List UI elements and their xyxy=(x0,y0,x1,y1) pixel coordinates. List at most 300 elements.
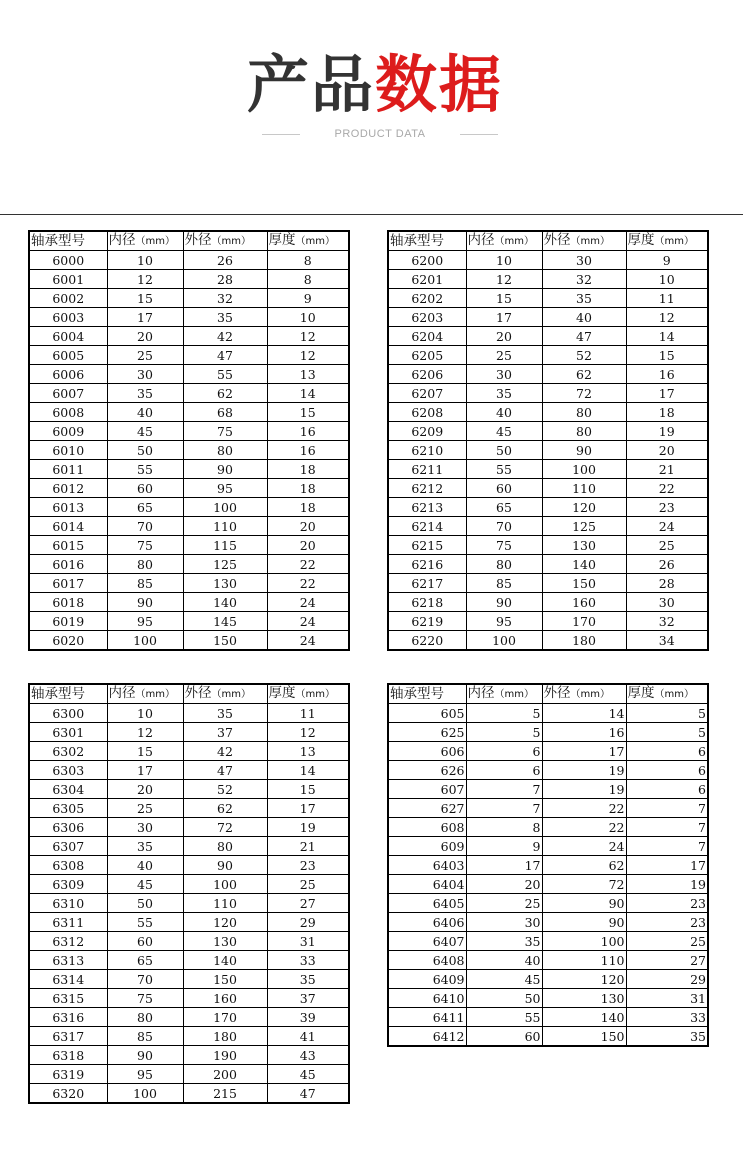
table-row xyxy=(29,1065,349,1084)
outer-diameter-cell: 125 xyxy=(183,555,267,574)
page-title xyxy=(0,48,750,122)
table-row xyxy=(29,894,349,913)
model-cell: 6017 xyxy=(29,574,107,593)
model-cell: 6212 xyxy=(388,479,466,498)
inner-diameter-cell: 45 xyxy=(466,422,542,441)
model-cell: 6313 xyxy=(29,951,107,970)
table-row xyxy=(388,593,708,612)
inner-diameter-cell: 35 xyxy=(466,932,542,951)
inner-diameter-cell: 10 xyxy=(107,251,183,270)
inner-diameter-cell: 50 xyxy=(466,989,542,1008)
thickness-cell: 15 xyxy=(626,346,708,365)
thickness-cell: 12 xyxy=(267,346,349,365)
outer-diameter-cell: 35 xyxy=(183,704,267,723)
column-header-thickness xyxy=(626,684,708,704)
thickness-cell: 7 xyxy=(626,837,708,856)
outer-diameter-cell: 52 xyxy=(183,780,267,799)
model-cell: 627 xyxy=(388,799,466,818)
outer-diameter-cell: 95 xyxy=(183,479,267,498)
outer-diameter-cell: 16 xyxy=(542,723,626,742)
thickness-cell: 20 xyxy=(267,536,349,555)
table-row xyxy=(29,856,349,875)
inner-diameter-cell: 90 xyxy=(107,593,183,612)
model-cell: 6014 xyxy=(29,517,107,536)
inner-diameter-cell: 35 xyxy=(107,384,183,403)
outer-diameter-cell: 32 xyxy=(542,270,626,289)
outer-diameter-cell: 90 xyxy=(542,441,626,460)
outer-diameter-cell: 140 xyxy=(183,593,267,612)
thickness-cell: 24 xyxy=(267,593,349,612)
inner-diameter-cell: 20 xyxy=(466,327,542,346)
column-header-unit: （mm） xyxy=(211,689,251,700)
model-cell: 6216 xyxy=(388,555,466,574)
model-cell: 6407 xyxy=(388,932,466,951)
table-row xyxy=(388,441,708,460)
model-cell: 6215 xyxy=(388,536,466,555)
thickness-cell: 14 xyxy=(626,327,708,346)
column-header-label: 内径 xyxy=(108,685,136,701)
thickness-cell: 31 xyxy=(267,932,349,951)
model-cell: 6317 xyxy=(29,1027,107,1046)
inner-diameter-cell: 6 xyxy=(466,742,542,761)
model-cell: 6300 xyxy=(29,704,107,723)
table-row xyxy=(388,704,708,723)
header-row xyxy=(388,684,708,704)
model-cell: 6408 xyxy=(388,951,466,970)
thickness-cell: 13 xyxy=(267,742,349,761)
table-row xyxy=(29,251,349,270)
table-row xyxy=(29,742,349,761)
model-cell: 626 xyxy=(388,761,466,780)
model-cell: 606 xyxy=(388,742,466,761)
table-row xyxy=(388,365,708,384)
thickness-cell: 10 xyxy=(626,270,708,289)
inner-diameter-cell: 20 xyxy=(107,780,183,799)
model-cell: 6412 xyxy=(388,1027,466,1047)
thickness-cell: 10 xyxy=(267,308,349,327)
inner-diameter-cell: 95 xyxy=(107,1065,183,1084)
header-row xyxy=(29,231,349,251)
table-row xyxy=(388,761,708,780)
model-cell: 6213 xyxy=(388,498,466,517)
inner-diameter-cell: 6 xyxy=(466,761,542,780)
model-cell: 6307 xyxy=(29,837,107,856)
model-cell: 6207 xyxy=(388,384,466,403)
model-cell: 6001 xyxy=(29,270,107,289)
table-row xyxy=(388,251,708,270)
table-row xyxy=(29,555,349,574)
outer-diameter-cell: 140 xyxy=(542,555,626,574)
inner-diameter-cell: 10 xyxy=(466,251,542,270)
outer-diameter-cell: 160 xyxy=(183,989,267,1008)
table-row xyxy=(29,289,349,308)
table-row xyxy=(388,612,708,631)
outer-diameter-cell: 68 xyxy=(183,403,267,422)
column-header-label: 厚度 xyxy=(627,232,655,248)
table-row xyxy=(388,308,708,327)
table-row xyxy=(388,270,708,289)
model-cell: 6016 xyxy=(29,555,107,574)
column-header-label: 轴承型号 xyxy=(31,685,85,702)
thickness-cell: 31 xyxy=(626,989,708,1008)
inner-diameter-cell: 9 xyxy=(466,837,542,856)
thickness-cell: 18 xyxy=(626,403,708,422)
table-row xyxy=(29,799,349,818)
thickness-cell: 21 xyxy=(267,837,349,856)
thickness-cell: 7 xyxy=(626,799,708,818)
model-cell: 6316 xyxy=(29,1008,107,1027)
outer-diameter-cell: 47 xyxy=(183,761,267,780)
inner-diameter-cell: 65 xyxy=(107,498,183,517)
thickness-cell: 17 xyxy=(626,384,708,403)
inner-diameter-cell: 100 xyxy=(107,1084,183,1104)
thickness-cell: 21 xyxy=(626,460,708,479)
model-cell: 6008 xyxy=(29,403,107,422)
thickness-cell: 7 xyxy=(626,818,708,837)
model-cell: 6015 xyxy=(29,536,107,555)
table-row xyxy=(388,631,708,651)
table-row xyxy=(29,308,349,327)
table-row xyxy=(29,1084,349,1104)
column-header-unit: （mm） xyxy=(494,689,534,700)
column-header-label: 厚度 xyxy=(268,685,296,701)
inner-diameter-cell: 17 xyxy=(107,761,183,780)
outer-diameter-cell: 62 xyxy=(542,856,626,875)
subtitle-divider-right xyxy=(460,134,498,135)
inner-diameter-cell: 60 xyxy=(466,1027,542,1047)
outer-diameter-cell: 32 xyxy=(183,289,267,308)
table-row xyxy=(388,894,708,913)
outer-diameter-cell: 170 xyxy=(542,612,626,631)
thickness-cell: 27 xyxy=(267,894,349,913)
inner-diameter-cell: 40 xyxy=(466,403,542,422)
thickness-cell: 33 xyxy=(267,951,349,970)
outer-diameter-cell: 55 xyxy=(183,365,267,384)
outer-diameter-cell: 19 xyxy=(542,761,626,780)
thickness-cell: 22 xyxy=(267,574,349,593)
model-cell: 6219 xyxy=(388,612,466,631)
inner-diameter-cell: 35 xyxy=(466,384,542,403)
table-row xyxy=(29,498,349,517)
table-row xyxy=(29,346,349,365)
thickness-cell: 27 xyxy=(626,951,708,970)
model-cell: 6319 xyxy=(29,1065,107,1084)
outer-diameter-cell: 35 xyxy=(542,289,626,308)
model-cell: 6206 xyxy=(388,365,466,384)
inner-diameter-cell: 75 xyxy=(107,536,183,555)
table-row xyxy=(388,1027,708,1047)
table-row xyxy=(388,875,708,894)
model-cell: 6013 xyxy=(29,498,107,517)
outer-diameter-cell: 110 xyxy=(542,479,626,498)
model-cell: 6006 xyxy=(29,365,107,384)
column-header-unit: （mm） xyxy=(654,236,694,247)
table-row xyxy=(388,517,708,536)
table-row xyxy=(29,612,349,631)
outer-diameter-cell: 150 xyxy=(183,631,267,651)
outer-diameter-cell: 72 xyxy=(542,384,626,403)
outer-diameter-cell: 90 xyxy=(183,460,267,479)
inner-diameter-cell: 30 xyxy=(107,818,183,837)
table-row xyxy=(29,422,349,441)
table-row xyxy=(29,270,349,289)
outer-diameter-cell: 47 xyxy=(542,327,626,346)
inner-diameter-cell: 25 xyxy=(107,799,183,818)
thickness-cell: 24 xyxy=(267,631,349,651)
table-row xyxy=(29,365,349,384)
outer-diameter-cell: 80 xyxy=(542,403,626,422)
thickness-cell: 16 xyxy=(626,365,708,384)
outer-diameter-cell: 180 xyxy=(542,631,626,651)
model-cell: 6310 xyxy=(29,894,107,913)
column-header-label: 内径 xyxy=(108,232,136,248)
thickness-cell: 22 xyxy=(626,479,708,498)
section-divider xyxy=(0,214,743,215)
model-cell: 6018 xyxy=(29,593,107,612)
inner-diameter-cell: 70 xyxy=(107,970,183,989)
column-header-unit: （mm） xyxy=(295,689,335,700)
column-header-unit: （mm） xyxy=(494,236,534,247)
model-cell: 6005 xyxy=(29,346,107,365)
outer-diameter-cell: 80 xyxy=(183,441,267,460)
table-row xyxy=(388,723,708,742)
inner-diameter-cell: 15 xyxy=(107,742,183,761)
outer-diameter-cell: 22 xyxy=(542,799,626,818)
thickness-cell: 9 xyxy=(626,251,708,270)
outer-diameter-cell: 72 xyxy=(542,875,626,894)
column-header-label: 厚度 xyxy=(268,232,296,248)
table-row xyxy=(388,742,708,761)
inner-diameter-cell: 10 xyxy=(107,704,183,723)
model-cell: 625 xyxy=(388,723,466,742)
inner-diameter-cell: 60 xyxy=(107,479,183,498)
column-header-model xyxy=(29,231,107,251)
table-row xyxy=(388,460,708,479)
thickness-cell: 12 xyxy=(626,308,708,327)
model-cell: 6217 xyxy=(388,574,466,593)
model-cell: 6000 xyxy=(29,251,107,270)
column-header-inner xyxy=(466,684,542,704)
model-cell: 6002 xyxy=(29,289,107,308)
thickness-cell: 43 xyxy=(267,1046,349,1065)
model-cell: 6303 xyxy=(29,761,107,780)
thickness-cell: 28 xyxy=(626,574,708,593)
outer-diameter-cell: 130 xyxy=(183,932,267,951)
thickness-cell: 11 xyxy=(267,704,349,723)
model-cell: 6201 xyxy=(388,270,466,289)
inner-diameter-cell: 35 xyxy=(107,837,183,856)
outer-diameter-cell: 52 xyxy=(542,346,626,365)
thickness-cell: 20 xyxy=(267,517,349,536)
outer-diameter-cell: 110 xyxy=(542,951,626,970)
model-cell: 6020 xyxy=(29,631,107,651)
thickness-cell: 12 xyxy=(267,723,349,742)
outer-diameter-cell: 150 xyxy=(542,1027,626,1047)
thickness-cell: 41 xyxy=(267,1027,349,1046)
model-cell: 609 xyxy=(388,837,466,856)
inner-diameter-cell: 7 xyxy=(466,780,542,799)
inner-diameter-cell: 85 xyxy=(466,574,542,593)
column-header-outer xyxy=(183,684,267,704)
column-header-label: 轴承型号 xyxy=(390,232,444,249)
inner-diameter-cell: 5 xyxy=(466,723,542,742)
header-row xyxy=(388,231,708,251)
inner-diameter-cell: 75 xyxy=(107,989,183,1008)
column-header-unit: （mm） xyxy=(295,236,335,247)
column-header-outer xyxy=(542,684,626,704)
column-header-unit: （mm） xyxy=(570,689,610,700)
column-header-label: 轴承型号 xyxy=(31,232,85,249)
outer-diameter-cell: 90 xyxy=(542,894,626,913)
inner-diameter-cell: 65 xyxy=(107,951,183,970)
inner-diameter-cell: 5 xyxy=(466,704,542,723)
table-row xyxy=(388,932,708,951)
outer-diameter-cell: 22 xyxy=(542,818,626,837)
table-row xyxy=(29,574,349,593)
inner-diameter-cell: 30 xyxy=(107,365,183,384)
thickness-cell: 8 xyxy=(267,251,349,270)
thickness-cell: 14 xyxy=(267,761,349,780)
inner-diameter-cell: 55 xyxy=(466,460,542,479)
outer-diameter-cell: 35 xyxy=(183,308,267,327)
column-header-label: 轴承型号 xyxy=(390,685,444,702)
table-row xyxy=(388,780,708,799)
model-cell: 6202 xyxy=(388,289,466,308)
inner-diameter-cell: 7 xyxy=(466,799,542,818)
column-header-label: 内径 xyxy=(467,232,495,248)
outer-diameter-cell: 90 xyxy=(183,856,267,875)
outer-diameter-cell: 100 xyxy=(542,932,626,951)
column-header-model xyxy=(29,684,107,704)
thickness-cell: 18 xyxy=(267,479,349,498)
inner-diameter-cell: 60 xyxy=(107,932,183,951)
model-cell: 6210 xyxy=(388,441,466,460)
model-cell: 6404 xyxy=(388,875,466,894)
inner-diameter-cell: 70 xyxy=(466,517,542,536)
outer-diameter-cell: 215 xyxy=(183,1084,267,1104)
inner-diameter-cell: 20 xyxy=(107,327,183,346)
outer-diameter-cell: 100 xyxy=(183,875,267,894)
table-row xyxy=(29,441,349,460)
model-cell: 6011 xyxy=(29,460,107,479)
inner-diameter-cell: 75 xyxy=(466,536,542,555)
table-row xyxy=(29,1008,349,1027)
table-row xyxy=(29,1046,349,1065)
inner-diameter-cell: 60 xyxy=(466,479,542,498)
model-cell: 607 xyxy=(388,780,466,799)
inner-diameter-cell: 17 xyxy=(466,308,542,327)
table-row xyxy=(29,913,349,932)
thickness-cell: 6 xyxy=(626,742,708,761)
table-row xyxy=(388,856,708,875)
thickness-cell: 9 xyxy=(267,289,349,308)
inner-diameter-cell: 70 xyxy=(107,517,183,536)
table-row xyxy=(388,970,708,989)
thickness-cell: 11 xyxy=(626,289,708,308)
column-header-thickness xyxy=(267,684,349,704)
inner-diameter-cell: 55 xyxy=(107,913,183,932)
thickness-cell: 24 xyxy=(267,612,349,631)
table-row xyxy=(388,346,708,365)
outer-diameter-cell: 120 xyxy=(542,970,626,989)
model-cell: 6403 xyxy=(388,856,466,875)
table-row xyxy=(29,327,349,346)
outer-diameter-cell: 110 xyxy=(183,894,267,913)
thickness-cell: 6 xyxy=(626,780,708,799)
table-row xyxy=(29,780,349,799)
inner-diameter-cell: 20 xyxy=(466,875,542,894)
subtitle-divider-left xyxy=(262,134,300,135)
table-row xyxy=(388,384,708,403)
model-cell: 6304 xyxy=(29,780,107,799)
model-cell: 6305 xyxy=(29,799,107,818)
inner-diameter-cell: 15 xyxy=(466,289,542,308)
thickness-cell: 19 xyxy=(626,422,708,441)
inner-diameter-cell: 100 xyxy=(107,631,183,651)
model-cell: 6204 xyxy=(388,327,466,346)
column-header-thickness xyxy=(267,231,349,251)
model-cell: 6312 xyxy=(29,932,107,951)
thickness-cell: 23 xyxy=(626,913,708,932)
inner-diameter-cell: 90 xyxy=(466,593,542,612)
model-cell: 6218 xyxy=(388,593,466,612)
column-header-outer xyxy=(183,231,267,251)
table-row xyxy=(388,498,708,517)
thickness-cell: 5 xyxy=(626,704,708,723)
inner-diameter-cell: 95 xyxy=(466,612,542,631)
model-cell: 6007 xyxy=(29,384,107,403)
model-cell: 6311 xyxy=(29,913,107,932)
table-row xyxy=(29,970,349,989)
table-row xyxy=(388,989,708,1008)
thickness-cell: 17 xyxy=(626,856,708,875)
thickness-cell: 19 xyxy=(267,818,349,837)
inner-diameter-cell: 8 xyxy=(466,818,542,837)
inner-diameter-cell: 80 xyxy=(107,1008,183,1027)
outer-diameter-cell: 150 xyxy=(542,574,626,593)
thickness-cell: 14 xyxy=(267,384,349,403)
table-row xyxy=(29,951,349,970)
thickness-cell: 23 xyxy=(626,894,708,913)
inner-diameter-cell: 40 xyxy=(466,951,542,970)
thickness-cell: 33 xyxy=(626,1008,708,1027)
outer-diameter-cell: 120 xyxy=(542,498,626,517)
outer-diameter-cell: 72 xyxy=(183,818,267,837)
thickness-cell: 35 xyxy=(267,970,349,989)
outer-diameter-cell: 42 xyxy=(183,742,267,761)
inner-diameter-cell: 40 xyxy=(107,856,183,875)
model-cell: 6411 xyxy=(388,1008,466,1027)
inner-diameter-cell: 85 xyxy=(107,1027,183,1046)
table-row xyxy=(29,479,349,498)
table-row xyxy=(388,1008,708,1027)
thickness-cell: 15 xyxy=(267,403,349,422)
inner-diameter-cell: 65 xyxy=(466,498,542,517)
model-cell: 6410 xyxy=(388,989,466,1008)
outer-diameter-cell: 26 xyxy=(183,251,267,270)
outer-diameter-cell: 100 xyxy=(542,460,626,479)
table-row xyxy=(29,818,349,837)
table-row xyxy=(388,837,708,856)
table-row xyxy=(29,1027,349,1046)
outer-diameter-cell: 14 xyxy=(542,704,626,723)
table-row xyxy=(29,704,349,723)
table-row xyxy=(29,837,349,856)
column-header-inner xyxy=(466,231,542,251)
column-header-label: 外径 xyxy=(543,232,571,248)
outer-diameter-cell: 130 xyxy=(183,574,267,593)
model-cell: 605 xyxy=(388,704,466,723)
